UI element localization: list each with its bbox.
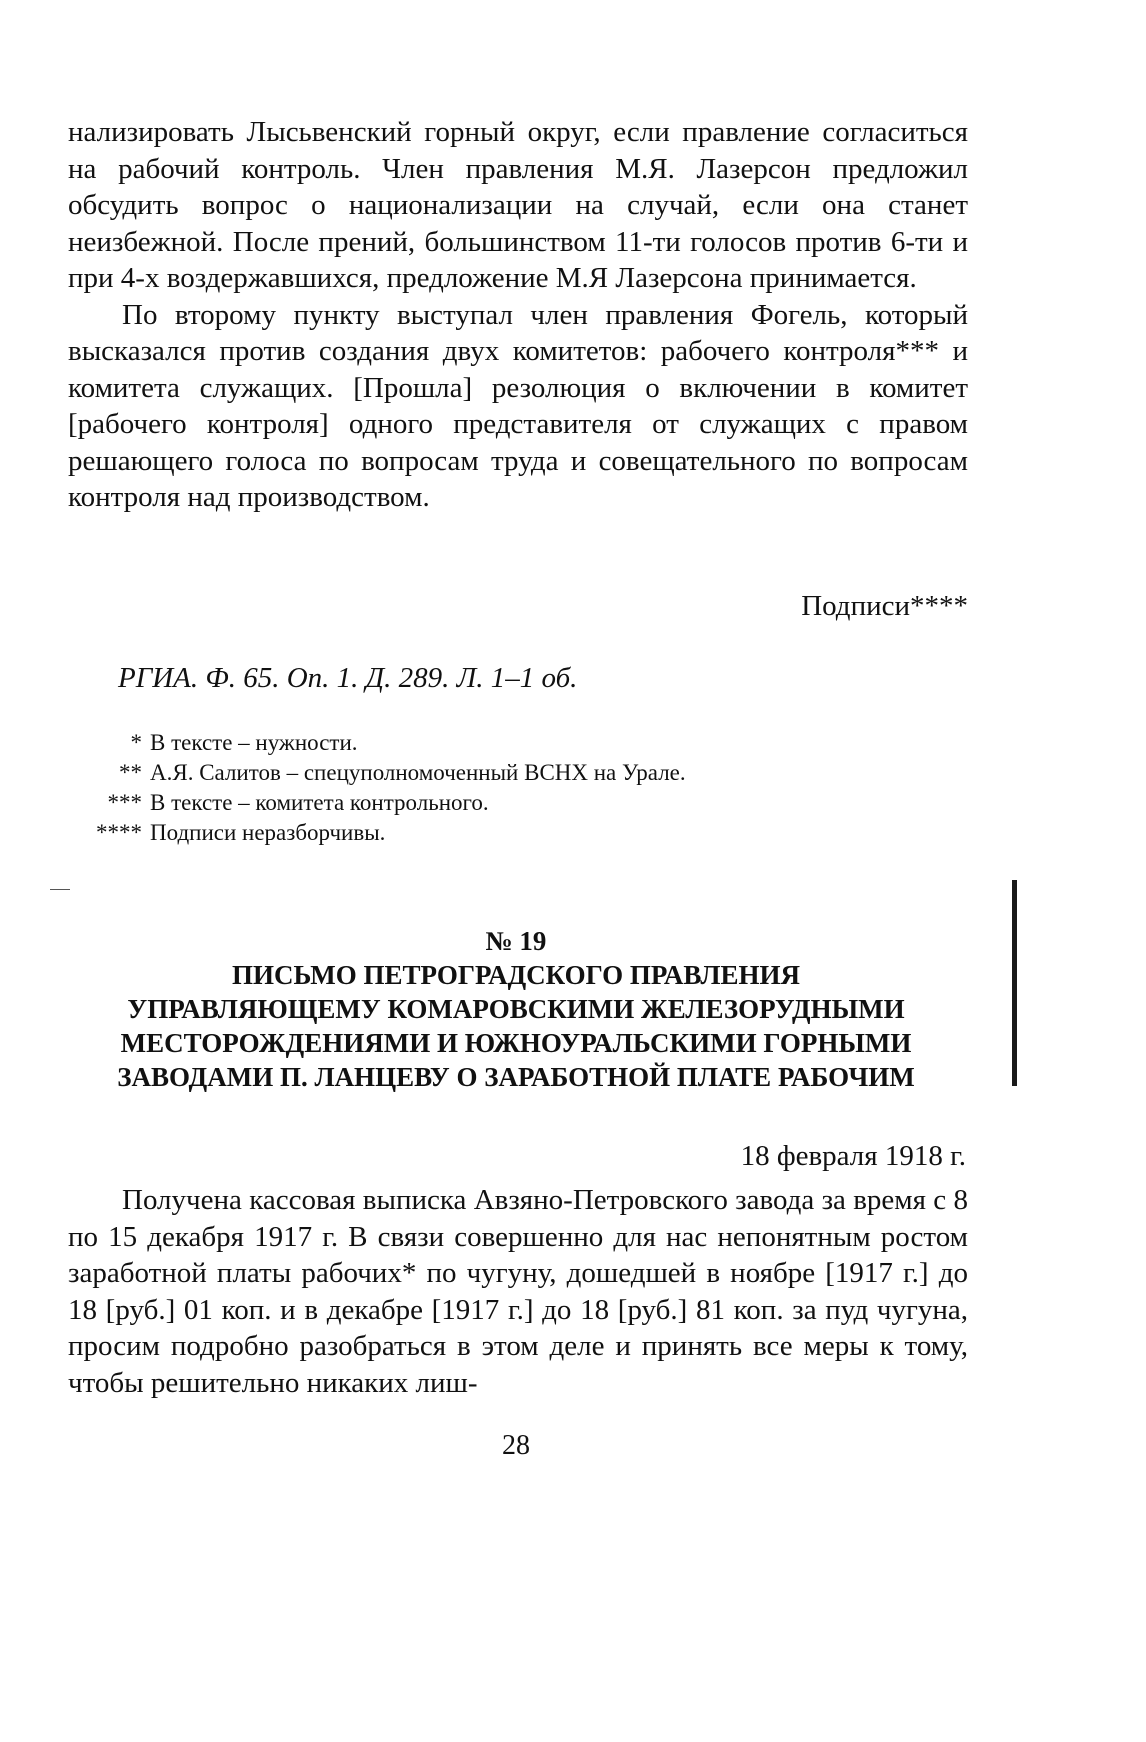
document-title bbox=[50, 958, 982, 1094]
margin-bar bbox=[1012, 880, 1017, 1086]
document-paragraph: Получена кассовая выписка Авзяно-Петровского завода за время с 8 по 15 декабря 1917 г. В связи совершенно для нас непонятным ростом заработной платы рабочих* по чугуну, дошедшей в ноябре [1917 г.] до 18 [руб.] 01 коп. и в декабре [1917 г.] до 18 [руб.] 81 коп. за пуд чугуна, просим подробно разобраться в этом деле и принять все меры к тому, чтобы решительно никаких лиш- bbox=[68, 1184, 968, 1399]
signatures-line: Подписи**** bbox=[801, 590, 968, 622]
footnote bbox=[60, 818, 820, 848]
title-line: ПИСЬМО ПЕТРОГРАДСКОГО ПРАВЛЕНИЯ bbox=[232, 960, 800, 990]
footnote bbox=[60, 788, 820, 818]
document-date: 18 февраля 1918 г. bbox=[740, 1140, 966, 1172]
footnote-mark: **** bbox=[96, 820, 142, 845]
footnotes bbox=[60, 728, 820, 848]
title-line: МЕСТОРОЖДЕНИЯМИ И ЮЖНОУРАЛЬСКИМИ ГОРНЫМИ bbox=[120, 1028, 912, 1058]
paragraph-2: По второму пункту выступал член правления Фогель, который высказался против создания двух комитетов: рабочего контроля*** и комитета служащих. [Прошла] резолюция о включении в комитет [рабочего контроля] одного представителя от служащих с правом решающего голоса по вопросам труда и совещательного по вопросам контроля над производством. bbox=[68, 298, 968, 513]
document-number: № 19 bbox=[485, 926, 547, 956]
body-text-top bbox=[68, 114, 968, 516]
footnote-text: В тексте – нужности. bbox=[150, 730, 358, 755]
footnote-mark: ** bbox=[119, 760, 142, 785]
paragraph-1: нализировать Лысьвенский горный округ, если правление согласиться на рабочий контроль. Член правления М.Я. Лазерсон предложил обсудить вопрос о национализации на случай, если она станет неизбежной. После прений, большинством 11-ти голосов против 6-ти и при 4-х воздержавшихся, предложение М.Я Лазерсона принимается. bbox=[68, 116, 968, 294]
title-line: УПРАВЛЯЮЩЕМУ КОМАРОВСКИМИ ЖЕЛЕЗОРУДНЫМИ bbox=[127, 994, 905, 1024]
title-line: ЗАВОДАМИ П. ЛАНЦЕВУ О ЗАРАБОТНОЙ ПЛАТЕ РАБОЧИМ bbox=[117, 1062, 915, 1092]
archive-source: РГИА. Ф. 65. Оп. 1. Д. 289. Л. 1–1 об. bbox=[118, 662, 578, 694]
footnote-text: А.Я. Салитов – спецуполномоченный ВСНХ на Урале. bbox=[150, 760, 686, 785]
footnote-mark: * bbox=[130, 730, 142, 755]
separator-rule bbox=[50, 889, 70, 890]
page-number: 28 bbox=[502, 1430, 530, 1461]
document-body bbox=[68, 1182, 968, 1401]
footnote bbox=[60, 728, 820, 758]
footnote-mark: *** bbox=[107, 790, 142, 815]
footnote bbox=[60, 758, 820, 788]
footnote-text: Подписи неразборчивы. bbox=[150, 820, 386, 845]
footnote-text: В тексте – комитета контрольного. bbox=[150, 790, 489, 815]
